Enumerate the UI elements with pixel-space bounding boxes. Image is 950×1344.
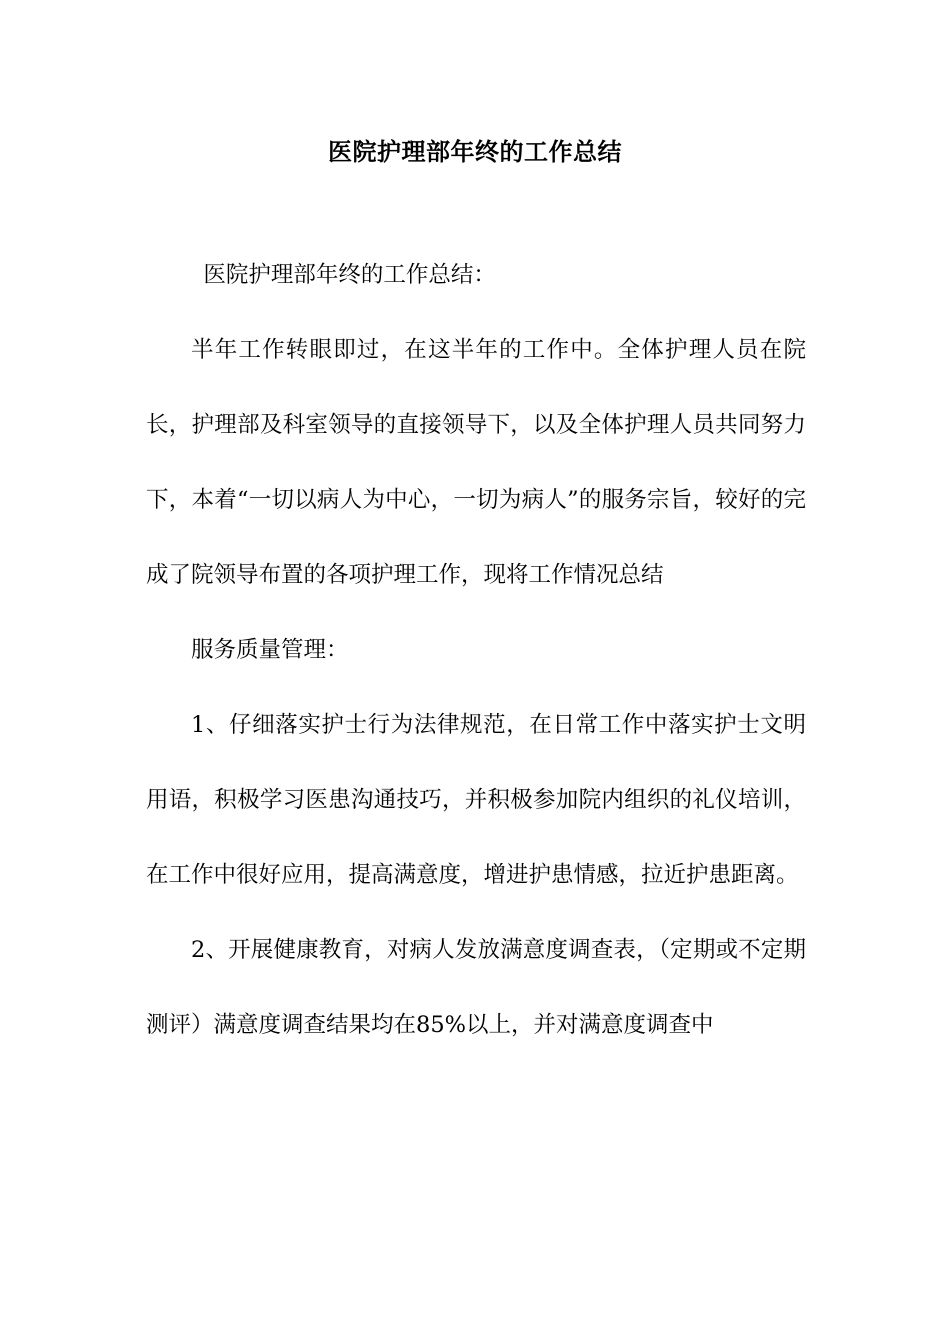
document-body (146, 238, 806, 1063)
document-title: 医院护理部年终的工作总结 (328, 137, 622, 166)
paragraph-intro: 医院护理部年终的工作总结： (203, 262, 496, 288)
paragraph-item-1: 1、仔细落实护士行为法律规范，在日常工作中落实护士文明用语，积极学习医患沟通技巧，并积极参加院内组织的礼仪培训，在工作中很好应用，提高满意度，增进护患情感，拉近护患距离。 (146, 712, 806, 888)
paragraph-heading-service-quality: 服务质量管理： (191, 637, 349, 663)
paragraph-summary: 半年工作转眼即过，在这半年的工作中。全体护理人员在院长，护理部及科室领导的直接领导下，以及全体护理人员共同努力下，本着“一切以病人为中心，一切为病人”的服务宗旨，较好的完成了院领导布置的各项护理工作，现将工作情况总结 (146, 337, 806, 588)
paragraph-item-2: 2、开展健康教育，对病人发放满意度调查表，（定期或不定期测评）满意度调查结果均在85%以上，并对满意度调查中 (146, 937, 806, 1038)
